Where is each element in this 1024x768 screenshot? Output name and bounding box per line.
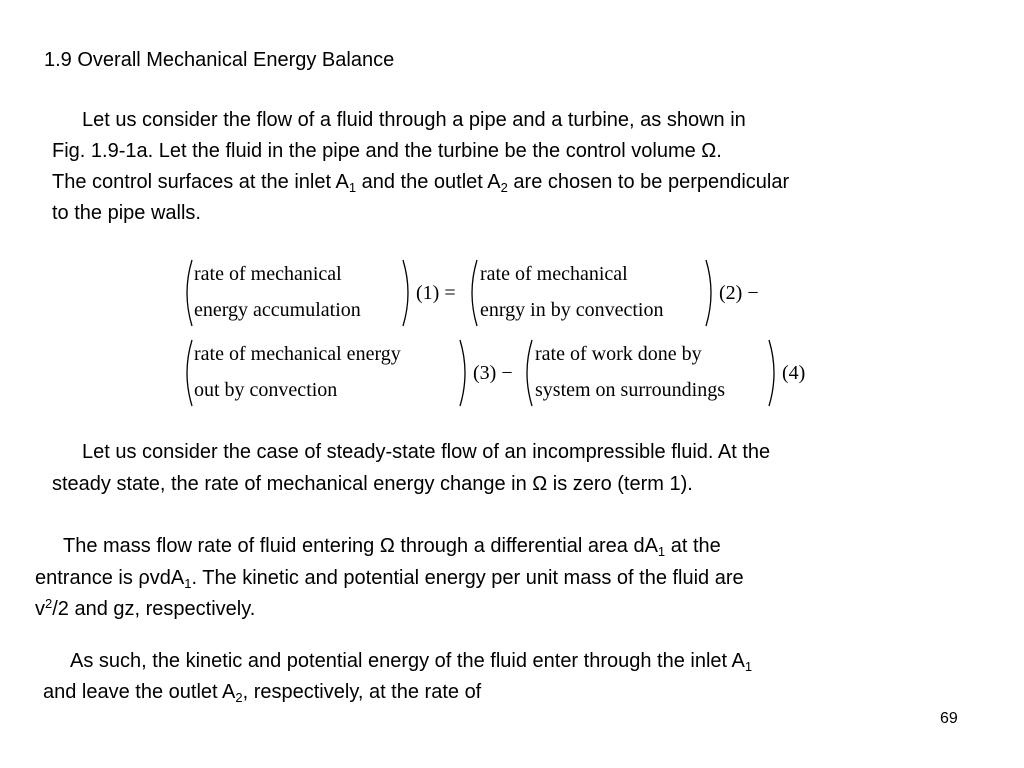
term3-number: (3) −: [473, 362, 513, 384]
para3-line3: [35, 594, 255, 624]
para2-line2: steady state, the rate of mechanical energy change in Ω is zero (term 1).: [52, 473, 693, 495]
para1-line3-part-c: are chosen to be perpendicular: [507, 171, 790, 193]
subscript-1: 1: [657, 544, 666, 559]
right-paren-4: [768, 339, 780, 407]
term1-bottom: energy accumulation: [194, 299, 361, 321]
term4-number: (4): [782, 362, 806, 384]
term2-top: rate of mechanical: [480, 263, 628, 285]
term1-number: (1) =: [416, 282, 456, 304]
left-paren-2: [466, 259, 478, 327]
para3-line1-part-b: at the: [665, 535, 721, 557]
para3-line1-part-a: The mass flow rate of fluid entering Ω through a differential area dA: [63, 535, 658, 557]
subscript-2: 2: [235, 690, 243, 705]
subscript-1: 1: [348, 180, 357, 195]
term2-bottom: enrgy in by convection: [480, 299, 664, 321]
para1-line3-part-b: and the outlet A: [356, 171, 501, 193]
right-paren-2: [705, 259, 717, 327]
term3-bottom: out by convection: [194, 379, 338, 401]
para2-line1: Let us consider the case of steady-state flow of an incompressible fluid. At the: [82, 441, 771, 463]
subscript-1: 1: [744, 659, 753, 674]
para1-line2: Fig. 1.9-1a. Let the fluid in the pipe and the turbine be the control volume Ω.: [52, 140, 722, 162]
term1-top: rate of mechanical: [194, 263, 342, 285]
para4-line2-part-a: and leave the outlet A: [43, 681, 236, 703]
term2-number: (2) −: [719, 282, 759, 304]
para3-line1: [63, 531, 721, 561]
term4-top: rate of work done by: [535, 343, 702, 365]
left-paren-4: [521, 339, 533, 407]
para1-line3-part-a: The control surfaces at the inlet A: [52, 171, 349, 193]
superscript-2: 2: [45, 596, 53, 611]
para3-line2-part-b: . The kinetic and potential energy per unit mass of the fluid are: [191, 567, 744, 589]
para3-line2: [35, 563, 744, 593]
para3-line3-part-a: v: [35, 598, 45, 620]
subscript-2: 2: [500, 180, 508, 195]
left-paren-1: [181, 259, 193, 327]
para1-line1: Let us consider the flow of a fluid through a pipe and a turbine, as shown in: [82, 109, 746, 131]
right-paren-1: [402, 259, 414, 327]
left-paren-3: [181, 339, 193, 407]
para1-line4: to the pipe walls.: [52, 202, 201, 224]
para4-line1: [70, 646, 752, 676]
term4-bottom: system on surroundings: [535, 379, 725, 401]
page-number: 69: [940, 710, 958, 727]
para4-line1-part-a: As such, the kinetic and potential energy of the fluid enter through the inlet A: [70, 650, 745, 672]
para3-line2-part-a: entrance is ρvdA: [35, 567, 185, 589]
para4-line2-part-b: , respectively, at the rate of: [242, 681, 482, 703]
right-paren-3: [459, 339, 471, 407]
term3-top: rate of mechanical energy: [194, 343, 401, 365]
para4-line2: [43, 677, 481, 707]
para3-line3-part-b: /2 and gz, respectively.: [52, 598, 256, 620]
subscript-1: 1: [184, 576, 192, 591]
section-title: 1.9 Overall Mechanical Energy Balance: [44, 49, 395, 71]
